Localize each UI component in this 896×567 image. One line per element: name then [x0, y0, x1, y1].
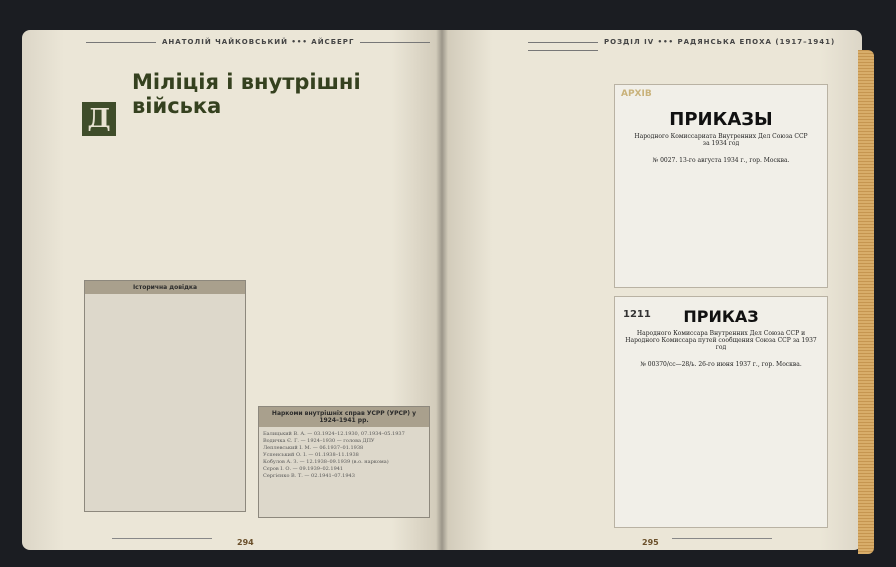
- right-page-number: 295: [642, 538, 659, 547]
- right-column-text: [262, 104, 422, 314]
- commissars-table: [258, 406, 430, 518]
- table-row: Балицький В. А. — 03.1924–12.1930, 07.1934–05.1937: [263, 431, 405, 437]
- right-footer-rule: [672, 538, 772, 547]
- doc2-side-number: 1211: [623, 309, 651, 320]
- chapter-title: Міліція і внутрішні війська: [132, 70, 361, 118]
- historical-note-body: [85, 294, 245, 302]
- table-row: Сергієнко В. Т. — 02.1941–07.1943: [263, 473, 355, 479]
- table-row: Успенський О. І. — 01.1938–11.1938: [263, 452, 359, 458]
- doc1-title: ПРИКАЗЫ: [669, 109, 773, 130]
- left-column-text: [122, 104, 252, 244]
- left-footer-rule: [112, 538, 212, 547]
- commissars-table-title: Наркоми внутрішніх справ УСРР (УРСР) у 1924–1941 рр.: [259, 407, 429, 427]
- open-book: [18, 16, 878, 558]
- book-gutter: [436, 30, 448, 550]
- archive-label: АРХІВ: [621, 89, 652, 99]
- left-page: [22, 30, 442, 550]
- doc1-subtitle: Народного Комиссариата Внутренних Дел Союза ССР за 1934 год: [634, 133, 808, 147]
- doc2-number: № 00370/сс—28/ь. 26-го июня 1937 г., гор. Москва.: [640, 361, 802, 368]
- table-row: Водичка Є. Г. — 1924–1930 — голова ДПУ: [263, 438, 375, 444]
- right-page-text: [456, 84, 606, 514]
- left-page-number: 294: [237, 538, 254, 547]
- archive-document-1: [614, 84, 828, 288]
- right-page: [442, 30, 862, 550]
- right-running-header: РОЗДІЛ IV ••• РАДЯНСЬКА ЕПОХА (1917–1941): [522, 38, 862, 54]
- drop-cap: Д: [82, 102, 116, 136]
- table-row: Кобулов А. З. — 12.1938–09.1939 (в.о. наркома): [263, 459, 389, 465]
- archive-document-2: [614, 296, 828, 528]
- commissars-table-rows: [259, 427, 429, 484]
- historical-note-title: Історична довідка: [85, 281, 245, 294]
- doc2-title: ПРИКАЗ: [683, 307, 759, 326]
- page-edges: [858, 50, 874, 554]
- historical-note-box: [84, 280, 246, 512]
- left-running-header: АНАТОЛІЙ ЧАЙКОВСЬКИЙ ••• АЙСБЕРГ: [80, 38, 436, 46]
- table-row: Леплевський І. М. — 06.1937–01.1938: [263, 445, 364, 451]
- table-row: Сєров І. О. — 09.1939–02.1941: [263, 466, 344, 472]
- doc1-number: № 0027. 13-го августа 1934 г., гор. Москва.: [652, 157, 790, 164]
- doc2-subtitle: Народного Комиссара Внутренних Дел Союза ССР и Народного Комиссара путей сообщения Союза ССР за 1937 год: [625, 330, 817, 351]
